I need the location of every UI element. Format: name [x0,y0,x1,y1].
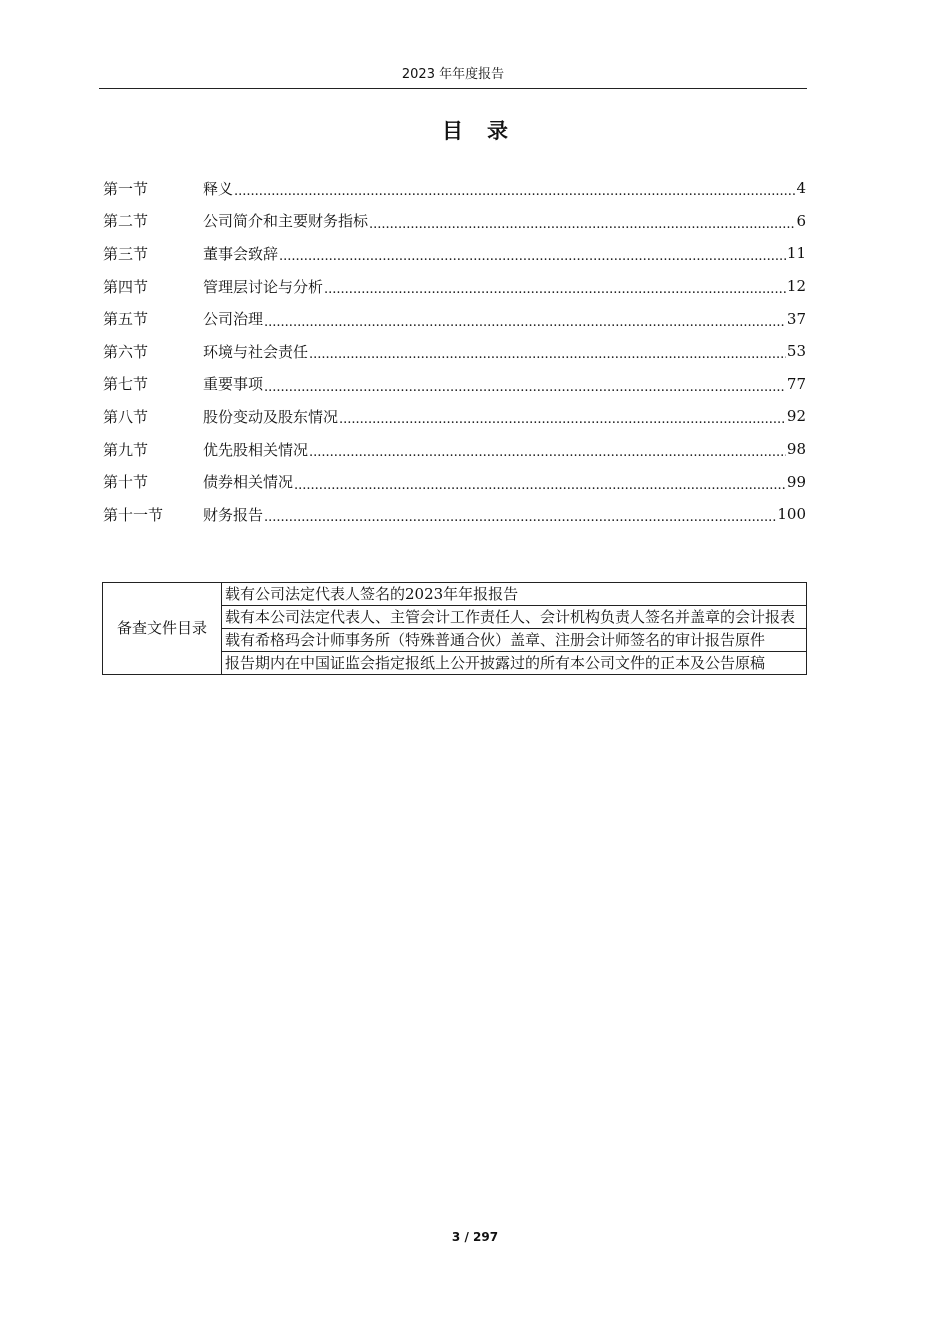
toc-row[interactable] [103,400,806,433]
toc-row[interactable] [103,335,806,368]
toc-leader [369,214,795,232]
toc-page[interactable]: 6 [796,211,806,230]
toc-title[interactable]: 公司治理 [203,310,264,329]
toc-leader [324,279,786,297]
title-part-2: 录 [487,119,508,143]
toc-title[interactable]: 财务报告 [203,505,264,524]
toc-section: 第九节 [103,440,149,459]
toc-section: 第十一节 [103,505,164,524]
toc-section: 第十节 [103,473,149,492]
toc-leader [279,246,786,264]
toc-leader [309,344,786,362]
title-part-1: 目 [442,119,463,143]
toc-row[interactable] [103,270,806,303]
toc-page[interactable]: 92 [786,407,806,426]
toc-title[interactable]: 优先股相关情况 [203,440,309,459]
toc-section: 第六节 [103,342,149,361]
toc-section: 第五节 [103,310,149,329]
toc-leader [294,475,786,493]
toc-title[interactable]: 债券相关情况 [203,473,294,492]
toc-section: 第四节 [103,277,149,296]
toc-title[interactable]: 重要事项 [203,375,264,394]
toc-leader [339,409,786,427]
toc-row[interactable] [103,302,806,335]
reference-document-item: 载有公司法定代表人签名的2023年年报报告 [222,583,807,606]
toc-page[interactable]: 98 [786,440,806,459]
reference-document-item: 载有希格玛会计师事务所（特殊普通合伙）盖章、注册会计师签名的审计报告原件 [222,629,807,652]
toc-row[interactable] [103,465,806,498]
toc-section: 第一节 [103,179,149,198]
toc-section: 第二节 [103,212,149,231]
toc-row[interactable] [103,237,806,270]
toc-leader [264,377,786,395]
toc-leader [264,507,776,525]
toc-title[interactable]: 环境与社会责任 [203,342,309,361]
toc-page[interactable]: 99 [786,472,806,491]
reference-documents-table [102,582,807,675]
page-number: 3 / 297 [451,1230,499,1244]
toc-title[interactable]: 管理层讨论与分析 [203,277,324,296]
toc-page[interactable]: 53 [786,342,806,361]
toc-row[interactable] [103,433,806,466]
reference-documents-label: 备查文件目录 [103,583,222,675]
toc-leader [309,442,786,460]
toc-title[interactable]: 公司简介和主要财务指标 [203,212,369,231]
toc-page[interactable]: 4 [796,179,806,198]
reference-document-item: 报告期内在中国证监会指定报纸上公开披露过的所有本公司文件的正本及公告原稿 [222,652,807,675]
table-of-contents [103,172,806,531]
toc-page[interactable]: 77 [786,374,806,393]
toc-page[interactable]: 12 [786,277,806,296]
page-header: 2023 年年度报告 [401,67,505,82]
toc-title[interactable]: 董事会致辞 [203,244,279,263]
toc-leader [234,181,795,199]
page-title [0,115,950,145]
toc-section: 第三节 [103,244,149,263]
toc-row[interactable] [103,205,806,238]
toc-section: 第七节 [103,375,149,394]
toc-row[interactable] [103,368,806,401]
header-rule [99,88,807,89]
toc-page[interactable]: 37 [786,309,806,328]
toc-section: 第八节 [103,407,149,426]
toc-title[interactable]: 释义 [203,179,234,198]
toc-page[interactable]: 11 [786,244,806,263]
reference-document-item: 载有本公司法定代表人、主管会计工作责任人、会计机构负责人签名并盖章的会计报表 [222,606,807,629]
toc-row[interactable] [103,498,806,531]
toc-row[interactable] [103,172,806,205]
toc-title[interactable]: 股份变动及股东情况 [203,407,339,426]
toc-leader [264,312,786,330]
toc-page[interactable]: 100 [777,505,806,524]
